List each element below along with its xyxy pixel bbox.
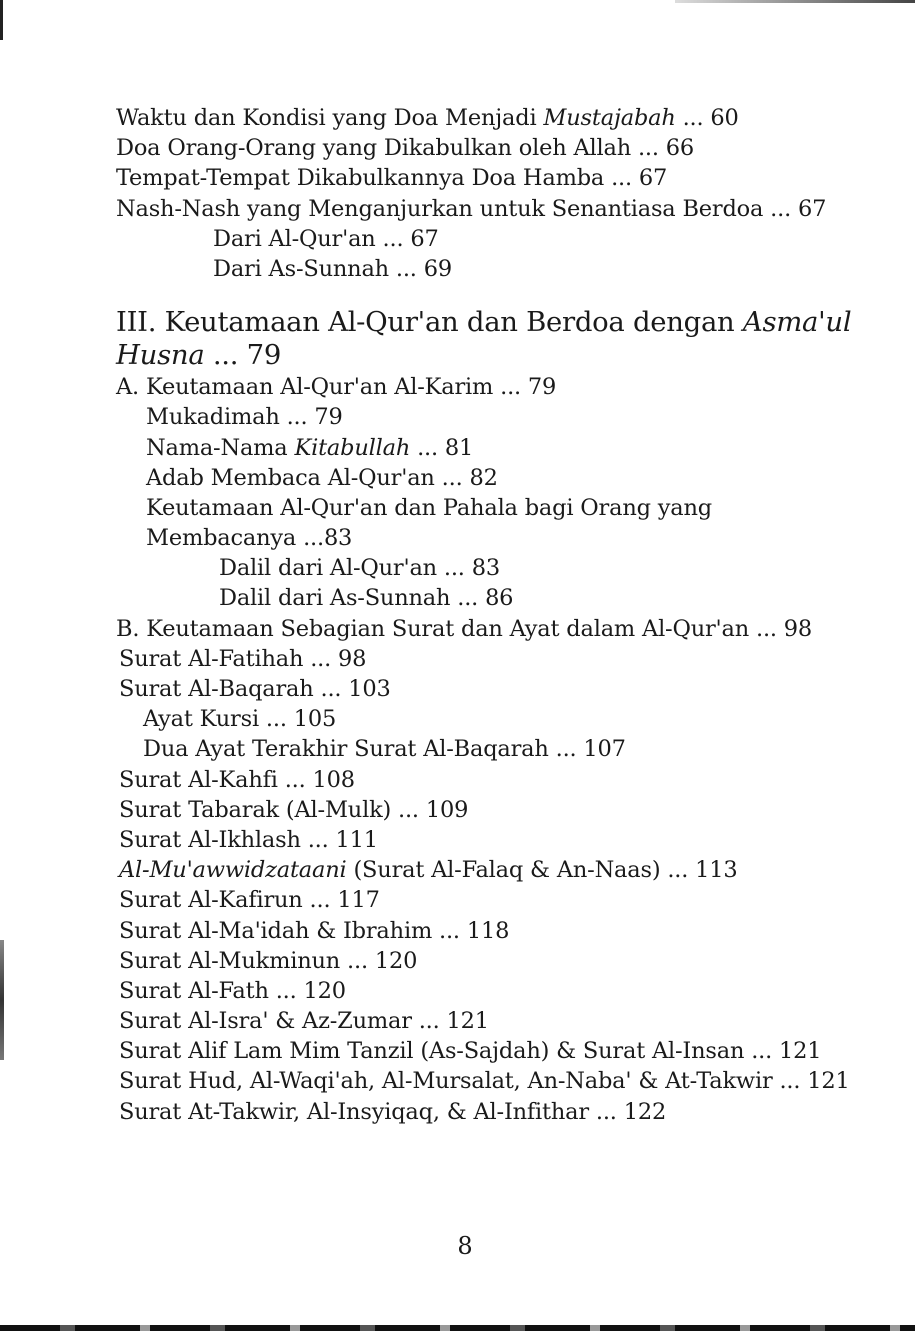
chapter-heading-page-ref: ... 79 <box>204 339 282 372</box>
toc-entry-text: Tempat-Tempat Dikabulkannya Doa Hamba ... 67 <box>116 165 668 192</box>
toc-entry <box>0 644 915 674</box>
chapter-heading-italic: Husna <box>116 339 205 372</box>
toc-entry <box>0 1066 915 1096</box>
toc-entry-text: Surat Al-Baqarah ... 103 <box>119 676 391 702</box>
scan-edge-mark <box>675 0 915 3</box>
toc-entry-text: (Surat Al-Falaq & An-Naas) ... 113 <box>346 857 738 884</box>
toc-entry-text: Surat Hud, Al-Waqi'ah, Al-Mursalat, An-Naba' & At-Takwir ... 121 <box>119 1068 850 1095</box>
toc-entry <box>0 765 915 795</box>
page-number: 8 <box>457 1232 473 1260</box>
chapter-heading-text: III. Keutamaan Al-Qur'an dan Berdoa dengan <box>116 306 743 339</box>
toc-entry-text: Mukadimah ... 79 <box>146 404 343 431</box>
toc-entry <box>0 493 915 523</box>
toc-entry-text: Keutamaan Al-Qur'an dan Pahala bagi Orang yang <box>146 494 712 521</box>
toc-entry <box>0 916 915 946</box>
toc-entry <box>0 523 915 553</box>
toc-entry <box>0 976 915 1006</box>
toc-entry-text: Surat Al-Kafirun ... 117 <box>119 887 380 914</box>
toc-entry-text: Surat Al-Mukminun ... 120 <box>119 947 418 974</box>
toc-entry <box>0 133 915 163</box>
toc-entry-text: Doa Orang-Orang yang Dikabulkan oleh Allah ... 66 <box>116 135 695 162</box>
toc-entry <box>0 825 915 855</box>
toc-entry <box>0 1036 915 1066</box>
toc-entry-text: ... 81 <box>410 434 474 461</box>
toc-entry <box>0 674 915 704</box>
chapter-heading <box>0 306 915 372</box>
toc-entry <box>0 583 915 613</box>
toc-entry-text: A. Keutamaan Al-Qur'an Al-Karim ... 79 <box>116 374 557 401</box>
toc-entry-italic-text: Al-Mu'awwidzataani <box>119 857 347 884</box>
toc-entry-text: Surat At-Takwir, Al-Insyiqaq, & Al-Infithar ... 122 <box>119 1098 667 1125</box>
toc-entry-text: Surat Tabarak (Al-Mulk) ... 109 <box>119 796 469 823</box>
toc-entry <box>0 463 915 493</box>
toc-entry <box>0 1006 915 1036</box>
toc-entry-text: Surat Al-Ma'idah & Ibrahim ... 118 <box>119 917 510 944</box>
toc-entry-text: Dalil dari As-Sunnah ... 86 <box>219 585 514 612</box>
toc-entry-text: Surat Al-Fath ... 120 <box>119 977 346 1004</box>
toc-entries-after <box>0 372 915 1127</box>
toc-entry <box>0 946 915 976</box>
toc-entry <box>0 855 915 885</box>
toc-entry-text: Dalil dari Al-Qur'an ... 83 <box>219 555 500 582</box>
toc-entry-text: Surat Al-Isra' & Az-Zumar ... 121 <box>119 1008 489 1035</box>
toc-entry-text: Adab Membaca Al-Qur'an ... 82 <box>146 464 498 491</box>
chapter-heading-italic: Asma'ul <box>742 306 852 339</box>
toc-entry-text: Membacanya ...83 <box>146 525 353 552</box>
toc-entry-text: Ayat Kursi ... 105 <box>143 706 337 733</box>
toc-entry <box>0 103 915 133</box>
toc-entry <box>0 254 915 284</box>
toc-entry <box>0 704 915 734</box>
toc-entries-before <box>0 103 915 284</box>
toc-entry <box>0 614 915 644</box>
toc-entry <box>0 433 915 463</box>
toc-entry-text: B. Keutamaan Sebagian Surat dan Ayat dalam Al-Qur'an ... 98 <box>116 615 813 642</box>
toc-entry <box>0 372 915 402</box>
toc-entry <box>0 402 915 432</box>
toc-entry <box>0 194 915 224</box>
toc-entry <box>0 163 915 193</box>
chapter-heading-line-1 <box>116 306 915 339</box>
toc-entry-text: Nash-Nash yang Menganjurkan untuk Senantiasa Berdoa ... 67 <box>116 195 827 222</box>
chapter-heading-line-2 <box>116 339 915 372</box>
toc-entry-italic-text: Kitabullah <box>294 434 411 461</box>
toc-entry-text: Dua Ayat Terakhir Surat Al-Baqarah ... 107 <box>143 736 626 763</box>
toc-entry <box>0 795 915 825</box>
toc-entry <box>0 553 915 583</box>
toc-entry-text: ... 60 <box>675 105 739 131</box>
section-gap <box>0 284 915 306</box>
toc-entry-text: Surat Al-Fatihah ... 98 <box>119 645 367 672</box>
table-of-contents <box>0 103 915 1127</box>
toc-entry-text: Nama-Nama <box>146 434 295 461</box>
toc-entry-text: Dari Al-Qur'an ... 67 <box>213 225 439 252</box>
toc-entry-text: Surat Al-Kahfi ... 108 <box>119 766 355 793</box>
scan-edge-mark <box>0 1325 915 1331</box>
scan-edge-mark <box>0 0 3 40</box>
toc-entry-italic-text: Mustajabah <box>543 105 676 131</box>
toc-entry-text: Surat Alif Lam Mim Tanzil (As-Sajdah) & Surat Al-Insan ... 121 <box>119 1038 822 1065</box>
toc-entry-text: Dari As-Sunnah ... 69 <box>213 255 452 282</box>
toc-entry <box>0 1097 915 1127</box>
toc-entry <box>0 224 915 254</box>
toc-entry <box>0 734 915 764</box>
toc-entry-text: Waktu dan Kondisi yang Doa Menjadi <box>116 105 544 131</box>
toc-entry <box>0 885 915 915</box>
toc-entry-text: Surat Al-Ikhlash ... 111 <box>119 826 378 853</box>
